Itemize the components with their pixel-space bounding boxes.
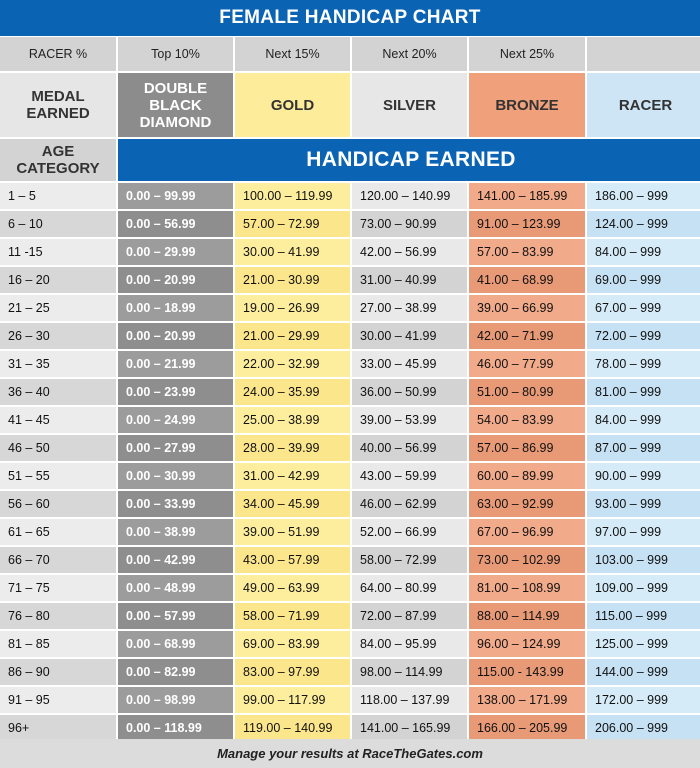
cell-gold-range: 30.00 – 41.99 (235, 239, 350, 265)
cell-gold-range: 19.00 – 26.99 (235, 295, 350, 321)
cell-double-black-diamond-range: 0.00 – 20.99 (118, 267, 233, 293)
cell-double-black-diamond-range: 0.00 – 118.99 (118, 715, 233, 741)
cell-gold-range: 83.00 – 97.99 (235, 659, 350, 685)
cell-age-range: 71 – 75 (0, 575, 116, 601)
cell-age-range: 21 – 25 (0, 295, 116, 321)
header-next-15: Next 15% (235, 37, 350, 71)
cell-gold-range: 21.00 – 30.99 (235, 267, 350, 293)
cell-bronze-range: 91.00 – 123.99 (469, 211, 585, 237)
header-next-20: Next 20% (352, 37, 467, 71)
medal-bronze: BRONZE (469, 73, 585, 137)
cell-racer-range: 172.00 – 999 (587, 687, 700, 713)
cell-double-black-diamond-range: 0.00 – 56.99 (118, 211, 233, 237)
cell-bronze-range: 60.00 – 89.99 (469, 463, 585, 489)
cell-silver-range: 43.00 – 59.99 (352, 463, 467, 489)
cell-silver-range: 64.00 – 80.99 (352, 575, 467, 601)
cell-silver-range: 73.00 – 90.99 (352, 211, 467, 237)
cell-gold-range: 22.00 – 32.99 (235, 351, 350, 377)
cell-double-black-diamond-range: 0.00 – 98.99 (118, 687, 233, 713)
cell-gold-range: 39.00 – 51.99 (235, 519, 350, 545)
cell-age-range: 31 – 35 (0, 351, 116, 377)
cell-age-range: 66 – 70 (0, 547, 116, 573)
cell-bronze-range: 41.00 – 68.99 (469, 267, 585, 293)
cell-racer-range: 109.00 – 999 (587, 575, 700, 601)
handicap-table (0, 37, 700, 741)
cell-age-range: 51 – 55 (0, 463, 116, 489)
cell-racer-range: 186.00 – 999 (587, 183, 700, 209)
cell-double-black-diamond-range: 0.00 – 33.99 (118, 491, 233, 517)
cell-age-range: 61 – 65 (0, 519, 116, 545)
cell-silver-range: 27.00 – 38.99 (352, 295, 467, 321)
cell-double-black-diamond-range: 0.00 – 21.99 (118, 351, 233, 377)
cell-bronze-range: 57.00 – 83.99 (469, 239, 585, 265)
cell-silver-range: 58.00 – 72.99 (352, 547, 467, 573)
cell-age-range: 1 – 5 (0, 183, 116, 209)
cell-double-black-diamond-range: 0.00 – 57.99 (118, 603, 233, 629)
header-top-10: Top 10% (118, 37, 233, 71)
cell-age-range: 96+ (0, 715, 116, 741)
cell-age-range: 16 – 20 (0, 267, 116, 293)
cell-age-range: 6 – 10 (0, 211, 116, 237)
cell-silver-range: 42.00 – 56.99 (352, 239, 467, 265)
cell-age-range: 36 – 40 (0, 379, 116, 405)
cell-double-black-diamond-range: 0.00 – 23.99 (118, 379, 233, 405)
cell-gold-range: 100.00 – 119.99 (235, 183, 350, 209)
cell-double-black-diamond-range: 0.00 – 18.99 (118, 295, 233, 321)
cell-racer-range: 124.00 – 999 (587, 211, 700, 237)
cell-racer-range: 97.00 – 999 (587, 519, 700, 545)
cell-gold-range: 99.00 – 117.99 (235, 687, 350, 713)
cell-age-range: 11 -15 (0, 239, 116, 265)
age-category-label: AGE CATEGORY (0, 139, 116, 181)
footer-note: Manage your results at RaceTheGates.com (0, 739, 700, 768)
cell-racer-range: 78.00 – 999 (587, 351, 700, 377)
cell-double-black-diamond-range: 0.00 – 42.99 (118, 547, 233, 573)
cell-gold-range: 58.00 – 71.99 (235, 603, 350, 629)
chart-title: FEMALE HANDICAP CHART (0, 0, 700, 36)
medal-silver: SILVER (352, 73, 467, 137)
cell-bronze-range: 39.00 – 66.99 (469, 295, 585, 321)
cell-racer-range: 144.00 – 999 (587, 659, 700, 685)
cell-age-range: 81 – 85 (0, 631, 116, 657)
cell-silver-range: 52.00 – 66.99 (352, 519, 467, 545)
cell-double-black-diamond-range: 0.00 – 38.99 (118, 519, 233, 545)
cell-bronze-range: 46.00 – 77.99 (469, 351, 585, 377)
cell-racer-range: 72.00 – 999 (587, 323, 700, 349)
cell-double-black-diamond-range: 0.00 – 48.99 (118, 575, 233, 601)
cell-racer-range: 115.00 – 999 (587, 603, 700, 629)
cell-age-range: 91 – 95 (0, 687, 116, 713)
cell-silver-range: 31.00 – 40.99 (352, 267, 467, 293)
handicap-earned-banner: HANDICAP EARNED (118, 139, 700, 181)
cell-bronze-range: 54.00 – 83.99 (469, 407, 585, 433)
cell-racer-range: 103.00 – 999 (587, 547, 700, 573)
cell-bronze-range: 138.00 – 171.99 (469, 687, 585, 713)
cell-gold-range: 69.00 – 83.99 (235, 631, 350, 657)
cell-gold-range: 43.00 – 57.99 (235, 547, 350, 573)
cell-gold-range: 21.00 – 29.99 (235, 323, 350, 349)
cell-double-black-diamond-range: 0.00 – 68.99 (118, 631, 233, 657)
cell-double-black-diamond-range: 0.00 – 20.99 (118, 323, 233, 349)
cell-racer-range: 81.00 – 999 (587, 379, 700, 405)
cell-silver-range: 39.00 – 53.99 (352, 407, 467, 433)
header-blank (587, 37, 700, 71)
cell-bronze-range: 88.00 – 114.99 (469, 603, 585, 629)
cell-gold-range: 31.00 – 42.99 (235, 463, 350, 489)
cell-bronze-range: 67.00 – 96.99 (469, 519, 585, 545)
medal-racer: RACER (587, 73, 700, 137)
cell-double-black-diamond-range: 0.00 – 27.99 (118, 435, 233, 461)
cell-bronze-range: 63.00 – 92.99 (469, 491, 585, 517)
cell-age-range: 56 – 60 (0, 491, 116, 517)
medal-double-black-diamond: DOUBLE BLACK DIAMOND (118, 73, 233, 137)
cell-gold-range: 28.00 – 39.99 (235, 435, 350, 461)
cell-gold-range: 119.00 – 140.99 (235, 715, 350, 741)
cell-silver-range: 33.00 – 45.99 (352, 351, 467, 377)
medal-earned-label: MEDAL EARNED (0, 73, 116, 137)
cell-double-black-diamond-range: 0.00 – 99.99 (118, 183, 233, 209)
cell-bronze-range: 115.00 - 143.99 (469, 659, 585, 685)
cell-silver-range: 120.00 – 140.99 (352, 183, 467, 209)
cell-bronze-range: 166.00 – 205.99 (469, 715, 585, 741)
header-next-25: Next 25% (469, 37, 585, 71)
cell-age-range: 86 – 90 (0, 659, 116, 685)
header-racer-percent: RACER % (0, 37, 116, 71)
cell-gold-range: 24.00 – 35.99 (235, 379, 350, 405)
cell-bronze-range: 81.00 – 108.99 (469, 575, 585, 601)
medal-gold: GOLD (235, 73, 350, 137)
cell-bronze-range: 57.00 – 86.99 (469, 435, 585, 461)
cell-bronze-range: 51.00 – 80.99 (469, 379, 585, 405)
cell-racer-range: 206.00 – 999 (587, 715, 700, 741)
cell-gold-range: 49.00 – 63.99 (235, 575, 350, 601)
cell-age-range: 26 – 30 (0, 323, 116, 349)
cell-bronze-range: 73.00 – 102.99 (469, 547, 585, 573)
cell-silver-range: 36.00 – 50.99 (352, 379, 467, 405)
cell-age-range: 46 – 50 (0, 435, 116, 461)
cell-racer-range: 84.00 – 999 (587, 407, 700, 433)
cell-racer-range: 125.00 – 999 (587, 631, 700, 657)
cell-racer-range: 93.00 – 999 (587, 491, 700, 517)
cell-silver-range: 84.00 – 95.99 (352, 631, 467, 657)
cell-silver-range: 118.00 – 137.99 (352, 687, 467, 713)
cell-racer-range: 87.00 – 999 (587, 435, 700, 461)
cell-age-range: 76 – 80 (0, 603, 116, 629)
cell-silver-range: 98.00 – 114.99 (352, 659, 467, 685)
cell-silver-range: 72.00 – 87.99 (352, 603, 467, 629)
cell-silver-range: 40.00 – 56.99 (352, 435, 467, 461)
cell-age-range: 41 – 45 (0, 407, 116, 433)
cell-gold-range: 25.00 – 38.99 (235, 407, 350, 433)
cell-silver-range: 46.00 – 62.99 (352, 491, 467, 517)
cell-bronze-range: 141.00 – 185.99 (469, 183, 585, 209)
cell-silver-range: 30.00 – 41.99 (352, 323, 467, 349)
cell-double-black-diamond-range: 0.00 – 29.99 (118, 239, 233, 265)
cell-racer-range: 84.00 – 999 (587, 239, 700, 265)
cell-double-black-diamond-range: 0.00 – 30.99 (118, 463, 233, 489)
cell-gold-range: 57.00 – 72.99 (235, 211, 350, 237)
cell-double-black-diamond-range: 0.00 – 24.99 (118, 407, 233, 433)
cell-racer-range: 69.00 – 999 (587, 267, 700, 293)
cell-bronze-range: 42.00 – 71.99 (469, 323, 585, 349)
cell-bronze-range: 96.00 – 124.99 (469, 631, 585, 657)
cell-racer-range: 67.00 – 999 (587, 295, 700, 321)
cell-double-black-diamond-range: 0.00 – 82.99 (118, 659, 233, 685)
cell-racer-range: 90.00 – 999 (587, 463, 700, 489)
cell-gold-range: 34.00 – 45.99 (235, 491, 350, 517)
cell-silver-range: 141.00 – 165.99 (352, 715, 467, 741)
